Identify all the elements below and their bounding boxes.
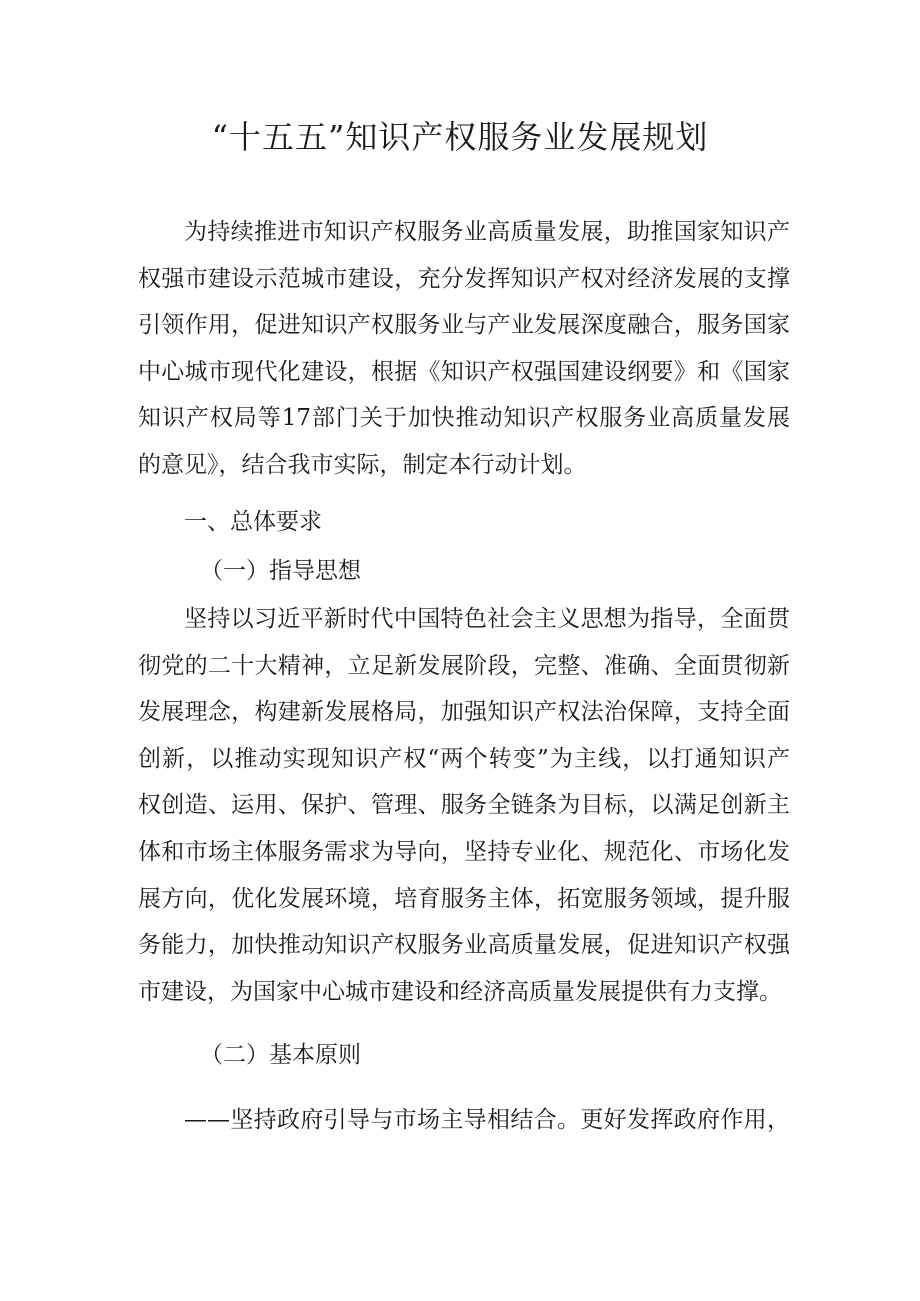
guiding-line-8: 务能力，加快推动知识产权服务业高质量发展，促进知识产权强: [138, 932, 790, 959]
subsection-heading-basic-principles: （二）基本原则: [200, 1042, 361, 1068]
intro-line-6: 的意见》，结合我市实际，制定本行动计划。: [138, 451, 587, 478]
guiding-line-4: 创新，以推动实现知识产权“两个转变”为主线，以打通知识产: [138, 745, 790, 772]
intro-line-1: 为持续推进市知识产权服务业高质量发展，助推国家知识产: [184, 219, 790, 245]
guiding-line-5: 权创造、运用、保护、管理、服务全链条为目标，以满足创新主: [138, 792, 790, 819]
guiding-line-6: 体和市场主体服务需求为导向，坚持专业化、规范化、市场化发: [138, 838, 790, 865]
intro-paragraph: [138, 209, 790, 489]
principle-paragraph: [138, 1097, 790, 1144]
principle-line-1: ——坚持政府引导与市场主导相结合。更好发挥政府作用，: [184, 1107, 790, 1133]
guiding-line-9: 市建设，为国家中心城市建设和经济高质量发展提供有力支撑。: [138, 978, 782, 1005]
section-heading-general-requirements: 一、总体要求: [184, 509, 322, 535]
intro-line-2: 权强市建设示范城市建设，充分发挥知识产权对经济发展的支撑: [138, 265, 790, 292]
guiding-line-7: 展方向，优化发展环境，培育服务主体，拓宽服务领域，提升服: [138, 885, 790, 912]
subsection-heading-guiding-ideology: （一）指导思想: [200, 558, 361, 584]
document-title: “十五五”知识产权服务业发展规划: [211, 118, 709, 156]
guiding-line-1: 坚持以习近平新时代中国特色社会主义思想为指导，全面贯: [184, 606, 790, 632]
guiding-line-2: 彻党的二十大精神，立足新发展阶段，完整、准确、全面贯彻新: [138, 652, 790, 679]
intro-line-3: 引领作用，促进知识产权服务业与产业发展深度融合，服务国家: [138, 312, 790, 339]
intro-line-5: 知识产权局等17部门关于加快推动知识产权服务业高质量发展: [138, 405, 790, 432]
guiding-line-3: 发展理念，构建新发展格局，加强知识产权法治保障，支持全面: [138, 699, 790, 726]
intro-line-4: 中心城市现代化建设，根据《知识产权强国建设纲要》和《国家: [138, 358, 790, 385]
guiding-paragraph: [138, 596, 790, 1015]
